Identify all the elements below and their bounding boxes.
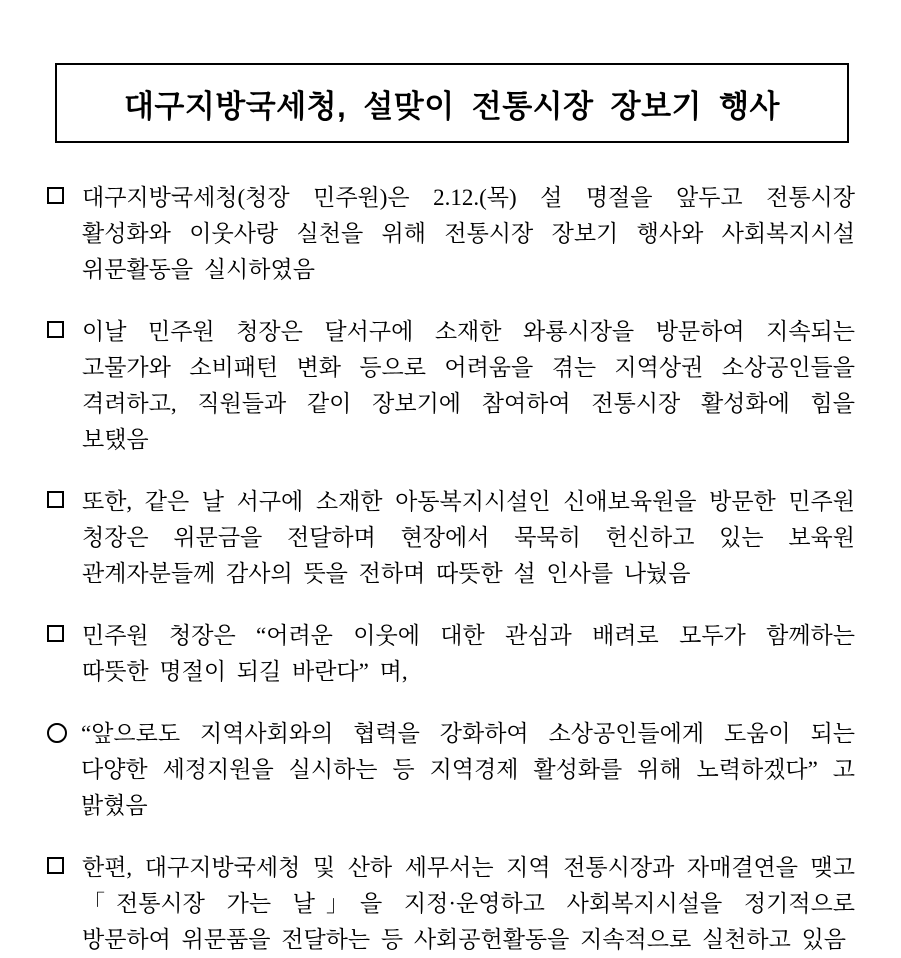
paragraph — [47, 716, 855, 824]
document-title: 대구지방국세청, 설맞이 전통시장 장보기 행사 — [123, 88, 781, 124]
paragraph-text: 한편, 대구지방국세청 및 산하 세무서는 지역 전통시장과 자매결연을 맺고 「전통시장 가는 날」을 지정·운영하고 사회복지시설을 정기적으로 방문하여 위문품을 전달하는 등 사회공헌활동을 지속적으로 실천하고 있음 — [82, 855, 855, 952]
paragraph — [47, 314, 855, 458]
paragraph-text: 민주원 청장은 “어려운 이웃에 대한 관심과 배려로 모두가 함께하는 따뜻한 명절이 되길 바란다” 며, — [82, 623, 855, 684]
title-box — [55, 63, 849, 143]
square-bullet-icon — [47, 491, 64, 508]
paragraph-text: 또한, 같은 날 서구에 소재한 아동복지시설인 신애보육원을 방문한 민주원 청장은 위문금을 전달하며 현장에서 묵묵히 헌신하고 있는 보육원 관계자분들께 감사의 뜻을 전하며 따뜻한 설 인사를 나눴음 — [82, 489, 855, 586]
paragraph-text: 이날 민주원 청장은 달서구에 소재한 와룡시장을 방문하여 지속되는 고물가와 소비패턴 변화 등으로 어려움을 겪는 지역상권 소상공인들을 격려하고, 직원들과 같이 장보기에 참여하여 전통시장 활성화에 힘을 보탰음 — [82, 319, 855, 452]
square-bullet-icon — [47, 625, 64, 642]
paragraph-text: “앞으로도 지역사회와의 협력을 강화하여 소상공인들에게 도움이 되는 다양한 세정지원을 실시하는 등 지역경제 활성화를 위해 노력하겠다” 고 밝혔음 — [81, 721, 855, 818]
square-bullet-icon — [47, 321, 64, 338]
paragraph — [47, 484, 855, 592]
paragraph — [47, 180, 855, 288]
paragraph — [47, 618, 855, 690]
paragraph-text: 대구지방국세청(청장 민주원)은 2.12.(목) 설 명절을 앞두고 전통시장 활성화와 이웃사랑 실천을 위해 전통시장 장보기 행사와 사회복지시설 위문활동을 실시하였음 — [82, 185, 855, 282]
circle-bullet-icon — [47, 723, 67, 743]
paragraph — [47, 850, 855, 958]
square-bullet-icon — [47, 187, 64, 204]
square-bullet-icon — [47, 857, 64, 874]
document-body — [47, 180, 855, 958]
